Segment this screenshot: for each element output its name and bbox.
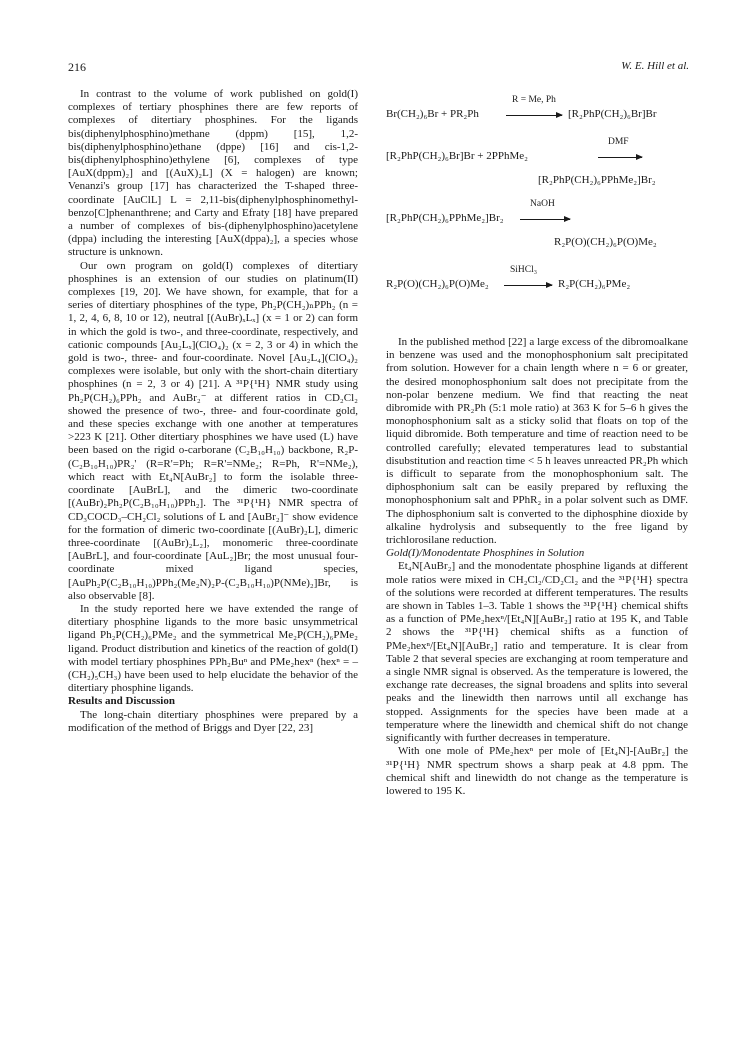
r2-reagent: DMF [608, 137, 629, 147]
subsection-title: Gold(I)/Monodentate Phosphines in Solution [386, 547, 585, 560]
page-number: 216 [68, 60, 86, 74]
reaction-arrow [598, 157, 642, 158]
paragraph: In contrast to the volume of work published on gold(I) complexes of tertiary phosphines there are few reports of complexes of ditertiary phosphines. For the ligands bis(diphenylphosphino)methane (dppm) [15], 1,2-bis(diphenylphosphino)ethane (dppe) [16] and cis-1,2-bis(diphenylphosphino)ethylene [6], complexes of type [AuX(dppm)₂] and [(AuX)₂L] (X = halogen) are known; Venanzi's group [17] has characterized the T-shaped three-coordinate [AuClL] L = 2,11-bis(diphenylphosphinomethyl-benzo[C]phenanthrene; and Carty and Efraty [18] have prepared a number of complexes of bis-(diphenylphosphino)acetylene (dppa) including the interesting [AuX(dppa)₂], a species whose structure is unknown. [68, 88, 358, 259]
paragraph: The long-chain ditertiary phosphines were prepared by a modification of the method of Briggs and Dyer [22, 23] [68, 708, 358, 734]
running-head: W. E. Hill et al. [621, 60, 689, 72]
paragraph: In the study reported here we have extended the range of ditertiary phosphine ligands to the more basic unsymmetrical ligand Ph₂P(CH₂)₆PMe₂ and the symmetrical Me₂P(CH₂)₆PMe₂ ligand. Product distribution and kinetics of the reaction of gold(I) with model tertiary phosphines PPh₂Buⁿ and PMe₂hexⁿ (hexⁿ = –(CH₂)₅CH₃) have been used to help elucidate the behavior of the ditertiary phosphine ligands. [68, 602, 358, 695]
r4-reagent: SiHCl₃ [510, 265, 538, 275]
paragraph: Et₄N[AuBr₂] and the monodentate phosphine ligands at different mole ratios were mixed in CH₂Cl₂/CD₂Cl₂ and the ³¹P{¹H} spectra of the solutions were recorded at different temperatures. The results are shown in Tables 1–3. Table 1 shows the ³¹P{¹H} chemical shifts as a function of PMe₂hexⁿ/[Et₄N][AuBr₂] ratio at 195 K, and Table 2 shows the ³¹P{¹H} chemical shifts as a function of PMe₂hexⁿ/[Et₄N][AuBr₂] ratio and temperature. It is clear from Table 2 that several species are exchanging at room temperature and a single NMR signal is observed. As the temperature is lowered, the exchange rate decreases, the signal broadens and splits into several peaks and the linewidth then narrows until all exchange has stopped. Assignments for the species have been made at a temperature where the linewidth and chemical shift do not change significantly with further decreases in temperature. [386, 560, 688, 745]
right-column [386, 88, 688, 798]
paragraph: With one mole of PMe₂hexⁿ per mole of [Et₄N]-[AuBr₂] the ³¹P{¹H} NMR spectrum shows a sharp peak at 4.8 ppm. The chemical shift and linewidth do not change as the temperature is lowered to 195 K. [386, 745, 688, 797]
r3-reactants: [R₂PhP(CH₂)₆PPhMe₂]Br₂ [386, 212, 504, 224]
paragraph: In the published method [22] a large excess of the dibromoalkane in benzene was used and the monophosphonium salt precipitated from solution. However for a chain length where n = 6 or greater, the desired monophosphonium salt does not precipitate from the non-polar benzene medium. We find that reacting the neat dibromide with PR₂Ph (5:1 mole ratio) at 363 K for 5–6 h gives the monophosphonium salt as a sticky solid that floats on top of the liquid dibromide. Both temperature and time of reaction need to be controlled carefully; elevated temperatures lead to substantial disubstitution and reaction time < 5 h leaves unreacted PR₂Ph which is difficult to separate from the monophosphonium salt. The diphosphonium salt can be easily prepared by refluxing the monophosphonium salt and PPhR₂ in a polar solvent such as DMF. The diphosphonium salt is converted to the diphosphine dioxide by alkaline hydrolysis and subsequently to the free ligand by trichlorosilane reduction. [386, 336, 688, 547]
left-column [68, 88, 358, 735]
reaction-arrow [506, 115, 562, 116]
r1-reagent: R = Me, Ph [512, 95, 556, 105]
r2-reactants: [R₂PhP(CH₂)₆Br]Br + 2PPhMe₂ [386, 150, 528, 162]
r4-product: R₂P(CH₂)₆PMe₂ [558, 278, 631, 290]
r3-reagent: NaOH [530, 199, 555, 209]
r3-product: R₂P(O)(CH₂)₆P(O)Me₂ [554, 236, 657, 248]
r1-reactants: Br(CH₂)₆Br + PR₂Ph [386, 108, 479, 120]
reaction-scheme [386, 88, 688, 318]
r4-reactants: R₂P(O)(CH₂)₆P(O)Me₂ [386, 278, 489, 290]
reaction-arrow [504, 285, 552, 286]
r1-product: [R₂PhP(CH₂)₆Br]Br [568, 108, 657, 120]
reaction-arrow [520, 219, 570, 220]
r2-product: [R₂PhP(CH₂)₆PPhMe₂]Br₂ [538, 174, 656, 186]
paragraph: Our own program on gold(I) complexes of ditertiary phosphines is an extension of our studies on platinum(II) complexes [19, 20]. We have shown, for example, that for a series of ditertiary phosphines of the type, Ph₂P(CH₂)ₙPPh₂ (n = 1, 2, 4, 6, 8, 10 or 12), neutral [(AuBr)ₓLₓ] (x = 1 or 2) can form in which the gold is two-, and three-coordinate, respectively, and cationic compounds [Au₂Lₓ](ClO₄)₂ (x = 2, 3 or 4) in which the gold is two-, three- and four-coordinate. Novel [Au₂L₄](ClO₄)₂ complexes were isolable, but only with the short-chain ditertiary phosphines (n = 2, 3 or 4) [21]. A ³¹P{¹H} NMR study using Ph₂P(CH₂)₆PPh₂ and AuBr₂⁻ at different ratios in CD₂Cl₂ showed the presence of two-, three- and four-coordinate gold, and these species exchange with one another at temperatures >223 K [21]. Other ditertiary phosphines we have used (L) have been based on the rigid o-carborane (C₂B₁₀H₁₀) backbone, R₂P-(C₂B₁₀H₁₀)PR₂' (R=R'=Ph; R=R'=NMe₂; R=Ph, R'=NMe₂), which react with Et₄N[AuBr₂] to form the isolable three-coordinate [AuBrL], and the dimeric two-coordinate [(AuBr)₂Ph₂P(C₂B₁₀H₁₀)PPh₂]. The ³¹P{¹H} NMR spectra of CD₃COCD₃–CH₂Cl₂ solutions of L and [AuBr₂]⁻ show evidence for the formation of dimeric two-coordinate [(AuBr)₂L], dimeric three-coordinate [(AuBr)₂L₂], monomeric three-coordinate [AuBrL], and four-coordinate [AuL₂]Br; the most unusual four-coordinate mixed ligand species, [AuPh₂P(C₂B₁₀H₁₀)PPh₂(Me₂N)₂P-(C₂B₁₀H₁₀)P(NMe)₂]Br, is also observable [8]. [68, 259, 358, 602]
section-title: Results and Discussion [68, 695, 175, 708]
